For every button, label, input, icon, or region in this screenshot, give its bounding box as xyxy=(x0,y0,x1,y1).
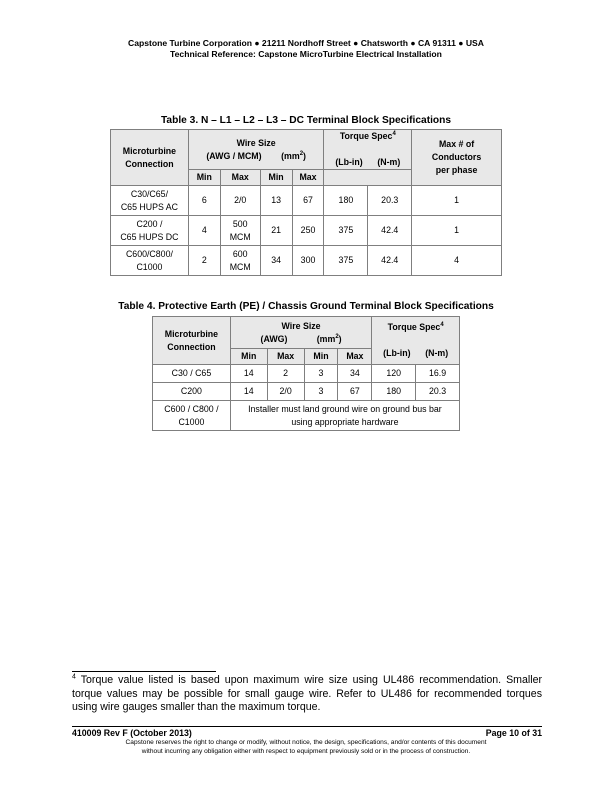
table3-h-torque-units xyxy=(324,170,412,186)
table4-h-awg-max: Max xyxy=(267,349,304,365)
table4-h-mm-min: Min xyxy=(304,349,338,365)
table4-h-connection: Microturbine Connection xyxy=(153,317,231,365)
table4-h-torque: Torque Spec$^4$ (Lb-in) (N-m) xyxy=(372,317,460,365)
doc-id: 410009 Rev F (October 2013) xyxy=(72,728,192,738)
table4-caption: Table 4. Protective Earth (PE) / Chassis Ground Terminal Block Specifications xyxy=(118,301,494,312)
ground-note: Installer must land ground wire on ground bus bar using appropriate hardware xyxy=(230,401,459,431)
table-row: C30 / C65 14 2 3 34 120 16.9 xyxy=(153,365,460,383)
table3 xyxy=(110,129,502,276)
table4-h-mm-max: Max xyxy=(338,349,372,365)
footnote: $^4$ Torque value listed is based upon maximum wire size using UL486 recommendation. Smaller torque values may be possible for small gauge wire. Refer to UL486 for recommended torques using wire gauges smaller than the maximum torque. xyxy=(72,673,542,714)
table3-h-awg-min: Min xyxy=(188,170,220,186)
table3-h-mm-min: Min xyxy=(260,170,292,186)
table3-h-awg-max: Max xyxy=(220,170,260,186)
table4-h-awg-min: Min xyxy=(230,349,267,365)
table4-header-row xyxy=(153,317,460,349)
table-row: C200 / C65 HUPS DC 4 500 MCM 21 250 375 42.4 1 xyxy=(111,216,502,246)
table3-h-connection: Microturbine Connection xyxy=(111,130,189,186)
table3-header-row xyxy=(111,130,502,170)
table-row: C600/C800/ C1000 2 600 MCM 34 300 375 42.4 4 xyxy=(111,246,502,276)
table3-h-torque: Torque Spec$^4$ (Lb-in) (N-m) xyxy=(324,130,412,170)
table3-caption: Table 3. N – L1 – L2 – L3 – DC Terminal Block Specifications xyxy=(160,115,452,126)
table4 xyxy=(152,316,460,431)
table3-h-mm-max: Max xyxy=(292,170,324,186)
footnote-separator xyxy=(72,671,216,672)
page-number: Page 10 of 31 xyxy=(485,728,542,738)
disclaimer-line1: Capstone reserves the right to change or modify, without notice, the design, specifications, and/or contents of this document xyxy=(125,739,487,746)
disclaimer-line2: without incurring any obligation either with respect to equipment previously sold or in the process of construction. xyxy=(141,748,471,755)
header-address: Capstone Turbine Corporation ● 21211 Nordhoff Street ● Chatsworth ● CA 91311 ● USA xyxy=(128,38,484,48)
table-row: C30/C65/ C65 HUPS AC 6 2/0 13 67 180 20.3 1 xyxy=(111,186,502,216)
table3-h-wire-size: Wire Size (AWG / MCM) $(mm^2)$ xyxy=(188,130,324,170)
table-row: C200 14 2/0 3 67 180 20.3 xyxy=(153,383,460,401)
table3-h-max-conductors: Max # of Conductors per phase xyxy=(412,130,502,186)
table4-h-wire-size: Wire Size (AWG) $(mm^2)$ xyxy=(230,317,372,349)
header-subtitle: Technical Reference: Capstone MicroTurbine Electrical Installation xyxy=(170,49,442,59)
table-row: C600 / C800 / C1000 Installer must land ground wire on ground bus bar using appropriate hardware xyxy=(153,401,460,431)
footer-rule xyxy=(72,726,542,727)
